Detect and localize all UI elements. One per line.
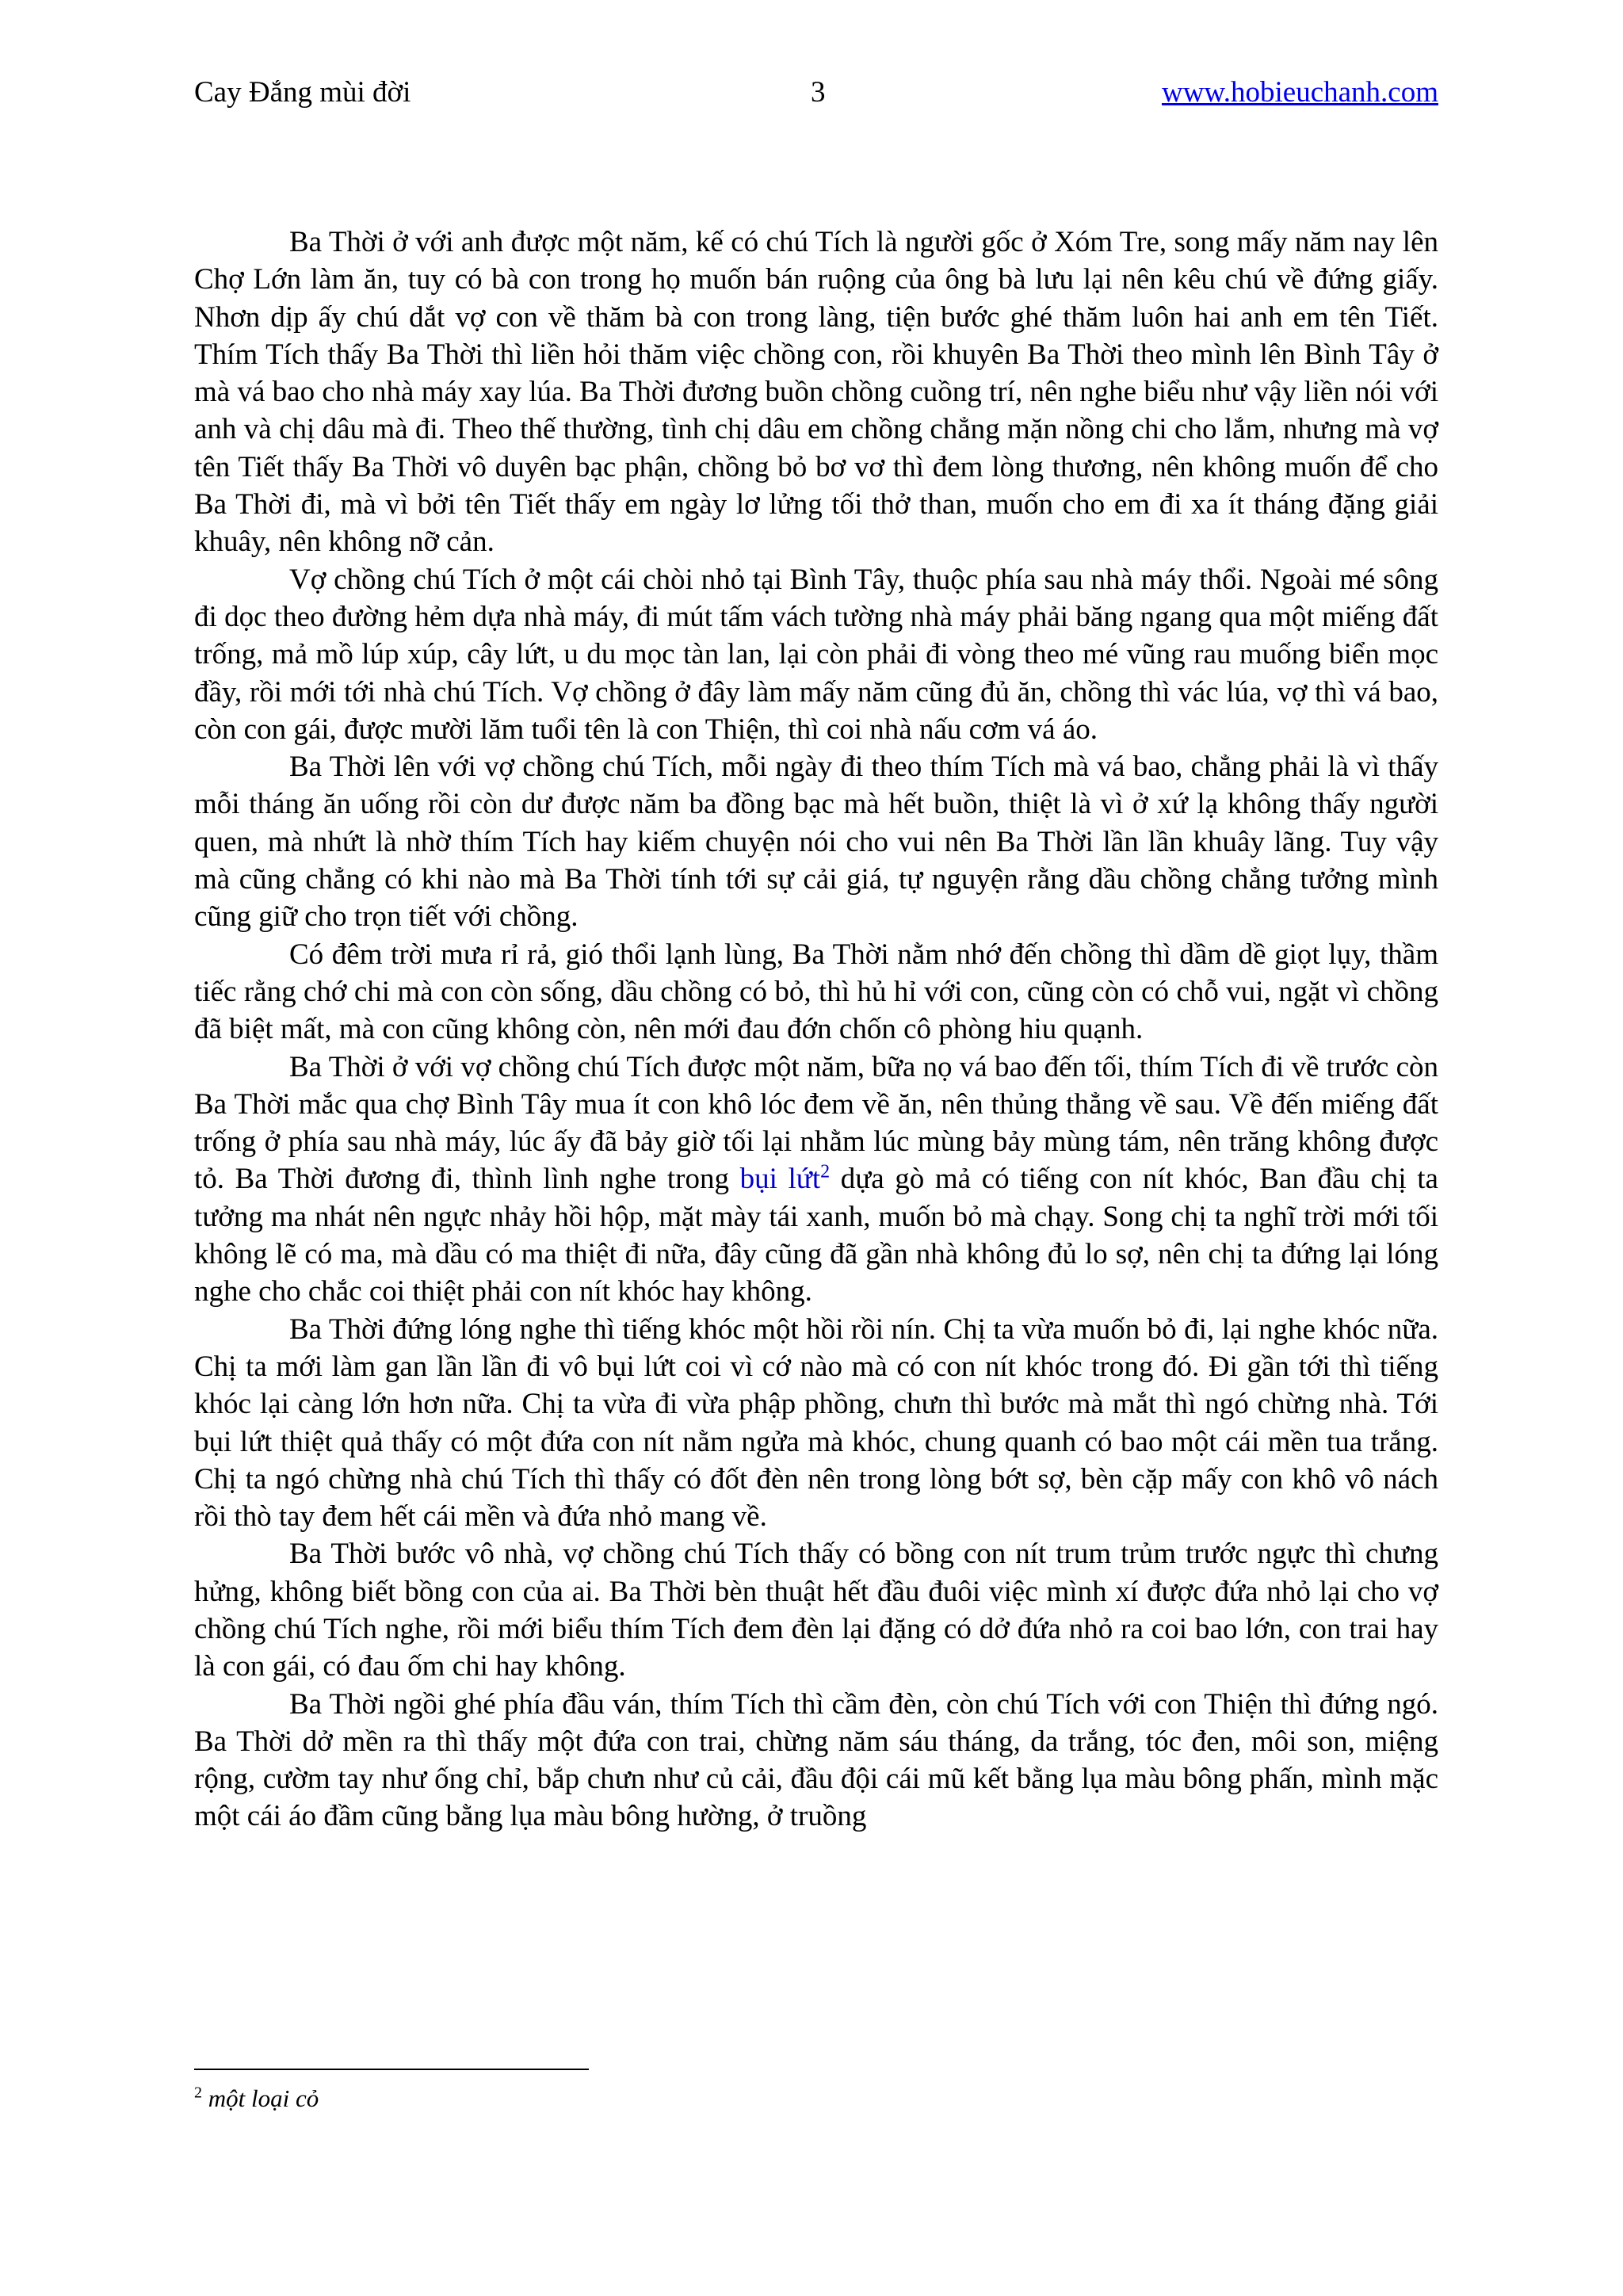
footnote <box>194 2083 319 2115</box>
paragraph: Có đêm trời mưa rỉ rả, gió thổi lạnh lùng, Ba Thời nằm nhớ đến chồng thì dầm dề giọt lụy, thầm tiếc rằng chớ chi mà con còn sống, dầu chồng có bỏ, thì hủ hỉ với con, cũng còn có chỗ vui, ngặt vì chồng đã biệt mất, mà con cũng không còn, nên mới đau đớn chốn cô phòng hiu quạnh. <box>194 938 1438 1046</box>
paragraph-text: dựa gò mả có tiếng con nít khóc, Ban đầu chị ta tưởng ma nhát nên ngực nhảy hồi hộp, mặt mày tái xanh, muốn bỏ mà chạy. Song chị ta nghĩ trời mới tối không lẽ có ma, mà dầu có ma thiệt đi nữa, đây cũng đã gần nhà không đủ lo sợ, nên chị ta đứng lại lóng nghe cho chắc coi thiệt phải con nít khóc hay không. <box>194 1163 1438 1308</box>
paragraph: Vợ chồng chú Tích ở một cái chòi nhỏ tại Bình Tây, thuộc phía sau nhà máy thổi. Ngoài mé sông đi dọc theo đường hẻm dựa nhà máy, đi mút tấm vách tường nhà máy phải băng ngang qua một miếng đất trống, mả mồ lúp xúp, cây lứt, u du mọc tàn lan, lại còn phải đi vòng theo mé vũng rau muống biển mọc đầy, rồi mới tới nhà chú Tích. Vợ chồng ở đây làm mấy năm cũng đủ ăn, chồng thì vác lúa, vợ thì vá bao, còn con gái, được mười lăm tuổi tên là con Thiện, thì coi nhà nấu cơm vá áo. <box>194 563 1438 746</box>
paragraph: Ba Thời lên với vợ chồng chú Tích, mỗi ngày đi theo thím Tích mà vá bao, chẳng phải là vì thấy mỗi tháng ăn uống rồi còn dư được năm ba đồng bạc mà hết buồn, thiệt là vì ở xứ lạ không thấy người quen, mà nhứt là nhờ thím Tích hay kiếm chuyện nói cho vui nên Ba Thời lần lần khuây lãng. Tuy vậy mà cũng chẳng có khi nào mà Ba Thời tính tới sự cải giá, tự nguyện rằng dầu chồng chẳng tưởng mình cũng giữ cho trọn tiết với chồng. <box>194 751 1438 934</box>
book-title: Cay Đắng mùi đời <box>194 76 411 109</box>
paragraph: Ba Thời bước vô nhà, vợ chồng chú Tích thấy có bồng con nít trum trủm trước ngực thì chưng hửng, không biết bồng con của ai. Ba Thời bèn thuật hết đầu đuôi việc mình xí được đứa nhỏ lại cho vợ chồng chú Tích nghe, rồi mới biểu thím Tích đem đèn lại đặng có dở đứa nhỏ ra coi bao lớn, con trai hay là con gái, có đau ốm chi hay không. <box>194 1538 1438 1683</box>
footnote-link-text[interactable]: bụi lứt <box>739 1163 821 1196</box>
paragraph: Ba Thời ở với anh được một năm, kế có chú Tích là người gốc ở Xóm Tre, song mấy năm nay lên Chợ Lớn làm ăn, tuy có bà con trong họ muốn bán ruộng của ông bà lưu lại nên kêu chú về đứng giấy. Nhơn dịp ấy chú dắt vợ con về thăm bà con trong làng, tiện bước ghé thăm luôn hai anh em tên Tiết. Thím Tích thấy Ba Thời thì liền hỏi thăm việc chồng con, rồi khuyên Ba Thời theo mình lên Bình Tây ở mà vá bao cho nhà máy xay lúa. Ba Thời đương buồn chồng cuồng trí, nên nghe biểu như vậy liền nói với anh và chị dâu mà đi. Theo thế thường, tình chị dâu em chồng chẳng mặn nồng chi cho lắm, nhưng mà vợ tên Tiết thấy Ba Thời vô duyên bạc phận, chồng bỏ bơ vơ thì đem lòng thương, nên không muốn để cho Ba Thời đi, mà vì bởi tên Tiết thấy em ngày lơ lửng tối thở than, muốn cho em đi xa ít tháng đặng giải khuây, nên không nỡ cản. <box>194 226 1438 559</box>
paragraph: Ba Thời đứng lóng nghe thì tiếng khóc một hồi rồi nín. Chị ta vừa muốn bỏ đi, lại nghe khóc nữa. Chị ta mới làm gan lần lần đi vô bụi lứt coi vì cớ nào mà có con nít khóc trong đó. Đi gần tới thì tiếng khóc lại càng lớn hơn nữa. Chị ta vừa đi vừa phập phồng, chưn thì bước mà mắt thì ngó chừng nhà. Tới bụi lứt thiệt quả thấy có một đứa con nít nằm ngửa mà khóc, chung quanh có bao một cái mền tua trắng. Chị ta ngó chừng nhà chú Tích thì thấy có đốt đèn nên trong lòng bớt sợ, bèn cặp mấy con khô vô nách rồi thò tay đem hết cái mền và đứa nhỏ mang về. <box>194 1312 1438 1534</box>
paragraph <box>194 1049 1438 1311</box>
footnote-reference-link[interactable] <box>740 1163 831 1195</box>
footnote-number: 2 <box>194 2084 202 2102</box>
page-header <box>194 73 1438 113</box>
paragraph: Ba Thời ngồi ghé phía đầu ván, thím Tích thì cầm đèn, còn chú Tích với con Thiện thì đứng ngó. Ba Thời dở mền ra thì thấy một đứa con trai, chừng năm sáu tháng, da trắng, tóc đen, môi son, miệng rộng, cườm tay như ống chỉ, bắp chưn như củ cải, đầu đội cái mũ kết bằng lụa màu bông phấn, mình mặc một cái áo đầm cũng bằng lụa màu bông hường, ở truồng <box>194 1687 1438 1833</box>
footnote-marker[interactable]: 2 <box>820 1162 831 1183</box>
paragraph-text: Ba Thời ở với vợ chồng chú Tích được một năm, bữa nọ vá bao đến tối, thím Tích đi về trước còn Ba Thời mắc qua chợ Bình Tây mua ít con khô lóc đem về ăn, nên thủng thẳng về sau. Về đến miếng đất trống ở phía sau nhà máy, lúc ấy đã bảy giờ tối lại nhằm lúc mùng bảy mùng tám, nên trăng không được tỏ. Ba Thời đương đi, thình lình nghe trong <box>194 1050 1438 1196</box>
page-number: 3 <box>811 76 826 109</box>
body-text <box>194 223 1438 1836</box>
footnote-text: một loại cỏ <box>208 2084 319 2112</box>
website-link[interactable]: www.hobieuchanh.com <box>1161 76 1438 109</box>
footnote-divider <box>194 2069 589 2070</box>
